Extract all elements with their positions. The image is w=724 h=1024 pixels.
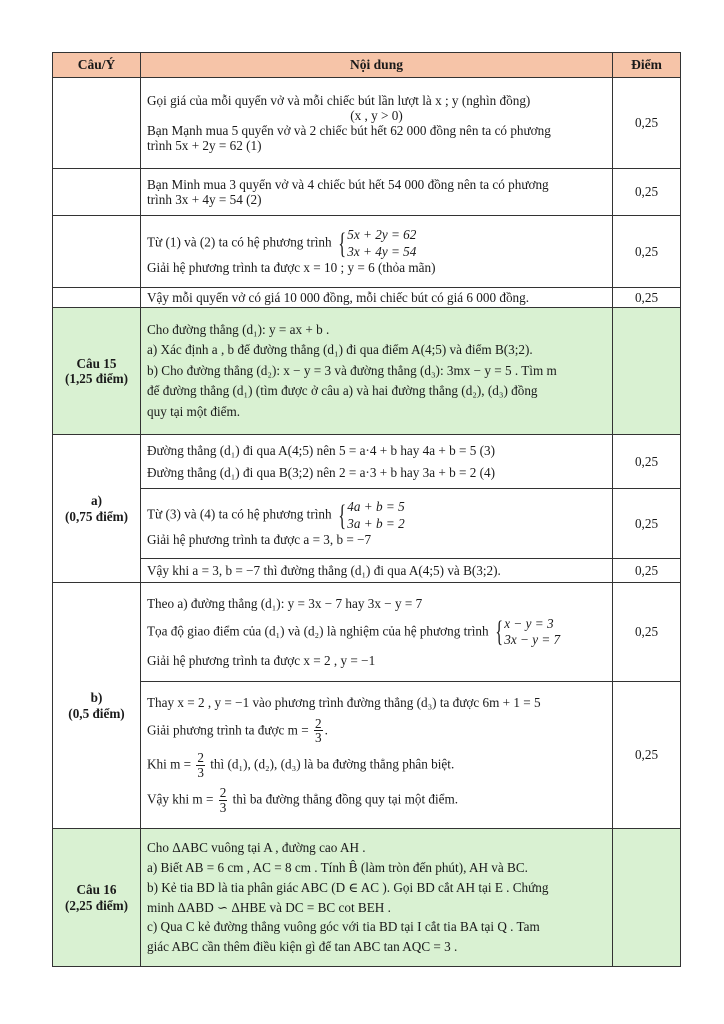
table-row bbox=[53, 559, 681, 583]
question-points bbox=[613, 829, 681, 967]
row-label bbox=[53, 169, 141, 216]
fraction: $\frac{2}{3}$ bbox=[197, 750, 204, 781]
row-content: Theo a) đường thẳng (d₁): y = 3x − 7 hay 3x − y = 7 Tọa độ giao điểm của (d₁) và (d₂) là nghiệm của hệ phương trình { x − y = 3 3x − y = 7 Giải hệ phương trình ta được x = 2 , y = −1 bbox=[141, 583, 613, 682]
header-content: Nội dung bbox=[141, 53, 613, 78]
question-16-row bbox=[53, 829, 681, 967]
table-row bbox=[53, 682, 681, 829]
table-header bbox=[53, 53, 681, 78]
table-row bbox=[53, 489, 681, 559]
question-content: Cho đường thẳng (d₁): y = ax + b . a) Xác định a , b để đường thẳng (d₁) đi qua điểm A(4;5) và điểm B(3;2). b) Cho đường thẳng (d₂): x − y = 3 và đường thẳng (d₃): 3mx − y = 5 . Tìm m để đường thẳng (d₁) (tìm được ở câu a) và hai đường thẳng (d₂), (d₃) đồng quy tại một điểm. bbox=[141, 308, 613, 435]
table-row bbox=[53, 78, 681, 169]
equation-system: { 5x + 2y = 62 3x + 4y = 54 bbox=[338, 226, 417, 260]
row-points: 0,25 bbox=[613, 682, 681, 829]
row-content: Thay x = 2 , y = −1 vào phương trình đường thẳng (d₃) ta được 6m + 1 = 5 Giải phương trình ta được m = $\frac{2}{3}$ . Khi m = $\frac{2}{3}$ thì (d₁), (d₂), (d₃) là ba đường thẳng phân biệt. Vậy khi m = $\frac{2}{3}$ thì ba đường thẳng đồng quy tại một điểm. bbox=[141, 682, 613, 829]
row-label bbox=[53, 288, 141, 308]
row-label bbox=[53, 78, 141, 169]
equation-system: { x − y = 3 3x − y = 7 bbox=[495, 615, 561, 648]
grading-table bbox=[52, 52, 681, 967]
row-content: Vậy mỗi quyển vở có giá 10 000 đồng, mỗi chiếc bút có giá 6 000 đồng. bbox=[141, 288, 613, 308]
fraction: $\frac{2}{3}$ bbox=[219, 784, 227, 815]
row-points: 0,25 bbox=[613, 216, 681, 288]
header-question: Câu/Ý bbox=[53, 53, 141, 78]
question-15-row bbox=[53, 308, 681, 435]
row-points: 0,25 bbox=[613, 288, 681, 308]
row-content: Đường thẳng (d₁) đi qua A(4;5) nên 5 = a·4 + b hay 4a + b = 5 (3) Đường thẳng (d₁) đi qua B(3;2) nên 2 = a·3 + b hay 3a + b = 2 (4) bbox=[141, 435, 613, 489]
header-points: Điểm bbox=[613, 53, 681, 78]
row-points: 0,25 bbox=[613, 78, 681, 169]
row-content: Bạn Minh mua 3 quyển vở và 4 chiếc bút hết 54 000 đồng nên ta có phương trình 3x + 4y = 54 (2) bbox=[141, 169, 613, 216]
fraction: $\frac{2}{3}$ bbox=[314, 715, 322, 746]
row-content: Từ (1) và (2) ta có hệ phương trình { 5x + 2y = 62 3x + 4y = 54 Giải hệ phương trình ta được x = 10 ; y = 6 (thỏa mãn) bbox=[141, 216, 613, 288]
question-content: Cho ΔABC vuông tại A , đường cao AH . a) Biết AB = 6 cm , AC = 8 cm . Tính B̂ (làm tròn đến phút), AH và BC. b) Kẻ tia BD là tia phân giác ABC (D ∈ AC ). Gọi BD cắt AH tại E . Chứng minh ΔABD ∽ ΔHBE và DC = BC cot BEH . c) Qua C kẻ đường thẳng vuông góc với tia BD tại I cắt tia BA tại Q . Tam giác ABC cần thêm điều kiện gì để tan ABC tan AQC = 3 . bbox=[141, 829, 613, 967]
table-row bbox=[53, 288, 681, 308]
question-label: Câu 15 (1,25 điểm) bbox=[53, 308, 141, 435]
row-points: 0,25 bbox=[613, 489, 681, 559]
table-row bbox=[53, 216, 681, 288]
part-a-label: a) (0,75 điểm) bbox=[53, 435, 141, 583]
part-b-label: b) (0,5 điểm) bbox=[53, 583, 141, 829]
row-label bbox=[53, 216, 141, 288]
table-row bbox=[53, 583, 681, 682]
row-points: 0,25 bbox=[613, 583, 681, 682]
question-points bbox=[613, 308, 681, 435]
row-points: 0,25 bbox=[613, 559, 681, 583]
table-row bbox=[53, 169, 681, 216]
row-content: Từ (3) và (4) ta có hệ phương trình { 4a + b = 5 3a + b = 2 Giải hệ phương trình ta được a = 3, b = −7 bbox=[141, 489, 613, 559]
row-content: Gọi giá của mỗi quyển vở và mỗi chiếc bút lần lượt là x ; y (nghìn đồng) (x , y > 0) Bạn Mạnh mua 5 quyển vở và 2 chiếc bút hết 62 000 đồng nên ta có phương trình 5x + 2y = 62 (1) bbox=[141, 78, 613, 169]
row-content: Vậy khi a = 3, b = −7 thì đường thẳng (d₁) đi qua A(4;5) và B(3;2). bbox=[141, 559, 613, 583]
equation-system: { 4a + b = 5 3a + b = 2 bbox=[338, 498, 405, 532]
row-points: 0,25 bbox=[613, 435, 681, 489]
table-row bbox=[53, 435, 681, 489]
question-label: Câu 16 (2,25 điểm) bbox=[53, 829, 141, 967]
row-points: 0,25 bbox=[613, 169, 681, 216]
